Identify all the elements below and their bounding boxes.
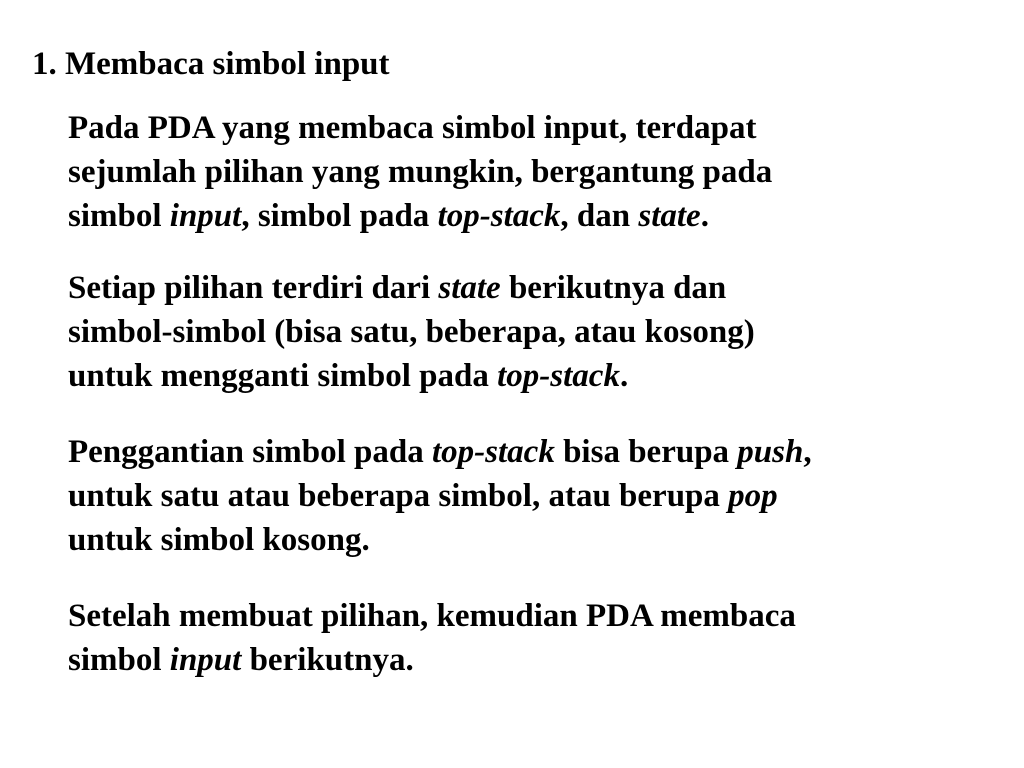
text-run: Setelah membuat pilihan, kemudian PDA membaca [68, 598, 796, 634]
text-run: simbol [68, 198, 170, 234]
text-line [68, 430, 1008, 474]
text-run: untuk mengganti simbol pada [68, 358, 498, 394]
text-run: berikutnya. [241, 642, 414, 678]
paragraph-choice-content [68, 266, 1008, 398]
italic-term: input [169, 198, 242, 234]
paragraph-choices-depend-on [68, 106, 1008, 238]
italic-term: pop [728, 478, 778, 514]
text-run: Setiap pilihan terdiri dari [68, 270, 439, 306]
text-run: , dan [560, 198, 639, 234]
text-line [68, 474, 1008, 518]
text-line [68, 594, 1008, 638]
italic-term: top-stack [497, 358, 620, 394]
text-line [68, 354, 1008, 398]
text-run: , simbol pada [241, 198, 438, 234]
italic-term: top-stack [432, 434, 555, 470]
italic-term: top-stack [437, 198, 561, 234]
text-line [68, 194, 1008, 238]
text-run: sejumlah pilihan yang mungkin, bergantung pada [68, 154, 773, 190]
text-line [68, 106, 1008, 150]
text-run: bisa berupa [554, 434, 738, 470]
text-line [68, 266, 1008, 310]
text-line [68, 638, 1008, 682]
text-run: Pada PDA yang membaca simbol input, terdapat [68, 110, 757, 146]
italic-term: input [169, 642, 242, 678]
text-run: , [803, 434, 812, 470]
paragraph-push-pop [68, 430, 1008, 562]
text-run: untuk simbol kosong. [68, 522, 370, 558]
italic-term: state [438, 270, 501, 306]
text-run: . [700, 198, 709, 234]
text-run: Penggantian simbol pada [68, 434, 432, 470]
italic-term: state [638, 198, 701, 234]
text-run: . [619, 358, 629, 394]
text-run: simbol [68, 642, 170, 678]
paragraph-next-input [68, 594, 1008, 682]
italic-term: push [737, 434, 804, 470]
text-run: berikutnya dan [500, 270, 727, 306]
section-heading: 1. Membaca simbol input [32, 46, 390, 82]
text-run: simbol-simbol (bisa satu, beberapa, atau kosong) [68, 314, 755, 350]
text-line [68, 310, 1008, 354]
text-line [68, 518, 1008, 562]
text-line [68, 150, 1008, 194]
text-run: untuk satu atau beberapa simbol, atau berupa [68, 478, 729, 514]
